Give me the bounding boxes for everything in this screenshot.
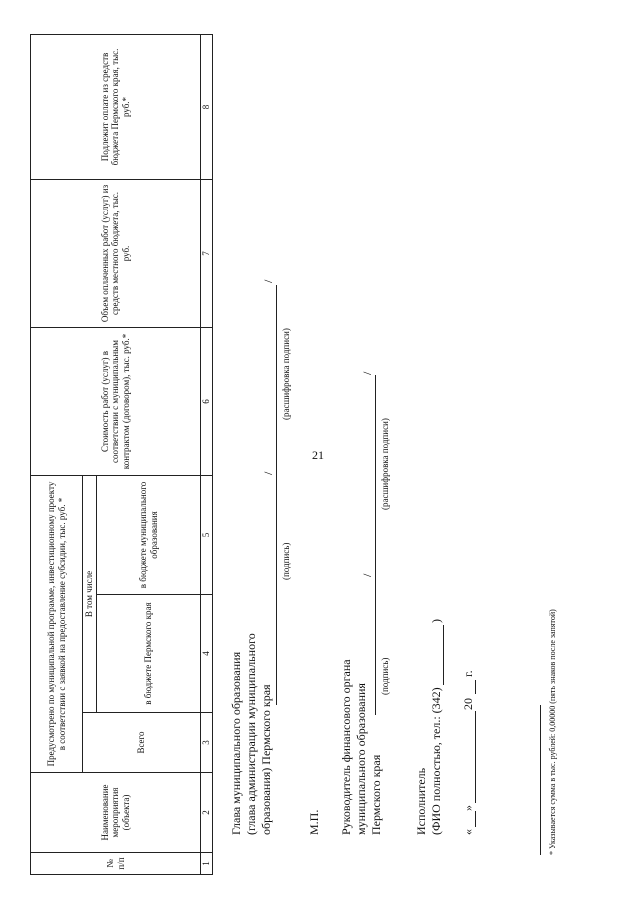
col-number: 8 <box>201 34 213 179</box>
date-year-line <box>475 680 476 694</box>
head-title-line1: Глава муниципального образования <box>229 651 243 835</box>
finance-sign-caption: (подпись) <box>380 657 390 695</box>
date-open-quote: « <box>461 829 475 835</box>
head-slash-end: / <box>261 279 275 283</box>
header-planned-group: Предусмотрено по муниципальной программе, инвестиционному проекту в соответствии с заявкой на предоставление субсидии, тыс. руб. * <box>31 475 83 772</box>
finance-title-line1: Руководитель финансового органа <box>339 659 353 835</box>
date-year-suffix: г. <box>461 670 475 677</box>
finance-title-line2: муниципального образования <box>354 683 368 835</box>
finance-signature-line <box>375 375 376 715</box>
col-number: 1 <box>201 852 213 874</box>
header-to-pay-perm: Подлежит оплате из средств бюджета Пермского края, тыс. руб.* <box>31 34 201 179</box>
finance-slash: / <box>360 573 374 577</box>
col-number: 3 <box>201 712 213 772</box>
header-num: № п/п <box>31 852 201 874</box>
rotated-form <box>30 15 590 875</box>
head-signature-line <box>276 285 277 705</box>
date-month-line <box>475 711 476 803</box>
page-number: 21 <box>312 448 324 462</box>
header-contract-cost: Стоимость работ (услуг) в соответствии с муниципальным контрактом (договором), тыс. руб.* <box>31 327 201 475</box>
header-paid-local: Объем оплаченных работ (услуг) из средств местного бюджета, тыс. руб. <box>31 179 201 327</box>
footnote-text: * Указывается сумма в тыс. рублей: 0,00000 (пять знаков после запятой) <box>548 609 557 855</box>
head-title-line3: образования) Пермского края <box>259 684 273 835</box>
finance-decode-caption: (расшифровка подписи) <box>380 418 390 510</box>
date-close-quote: » <box>461 805 475 811</box>
report-table <box>30 34 213 875</box>
col-number: 4 <box>201 594 213 712</box>
executor-phone-line <box>443 625 444 685</box>
head-sign-caption: (подпись) <box>281 542 291 580</box>
finance-slash-end: / <box>360 371 374 375</box>
executor-close-paren: ) <box>429 619 443 623</box>
head-title-line2: (глава администрации муниципального <box>244 633 258 835</box>
date-year-prefix: 20 <box>461 698 475 710</box>
header-budget-mun: в бюджете муниципального образования <box>97 475 201 594</box>
head-slash: / <box>261 471 275 475</box>
col-number: 7 <box>201 179 213 327</box>
mp-stamp: М.П. <box>307 809 321 835</box>
col-number: 6 <box>201 327 213 475</box>
finance-title-line3: Пермского края <box>369 754 383 835</box>
footnote-rule <box>540 705 541 855</box>
header-total: Всего <box>83 712 201 772</box>
header-name: Наименование мероприятия (объекта) <box>31 772 201 852</box>
executor-label: Исполнитель <box>414 767 428 835</box>
header-budget-perm: в бюджете Пермского края <box>97 594 201 712</box>
header-incl: В том числе <box>83 475 97 712</box>
head-decode-caption: (расшифровка подписи) <box>281 328 291 420</box>
col-number: 5 <box>201 475 213 594</box>
date-day-line <box>475 811 476 827</box>
col-number: 2 <box>201 772 213 852</box>
executor-phone-label: (ФИО полностью, тел.: (342) <box>429 687 443 835</box>
